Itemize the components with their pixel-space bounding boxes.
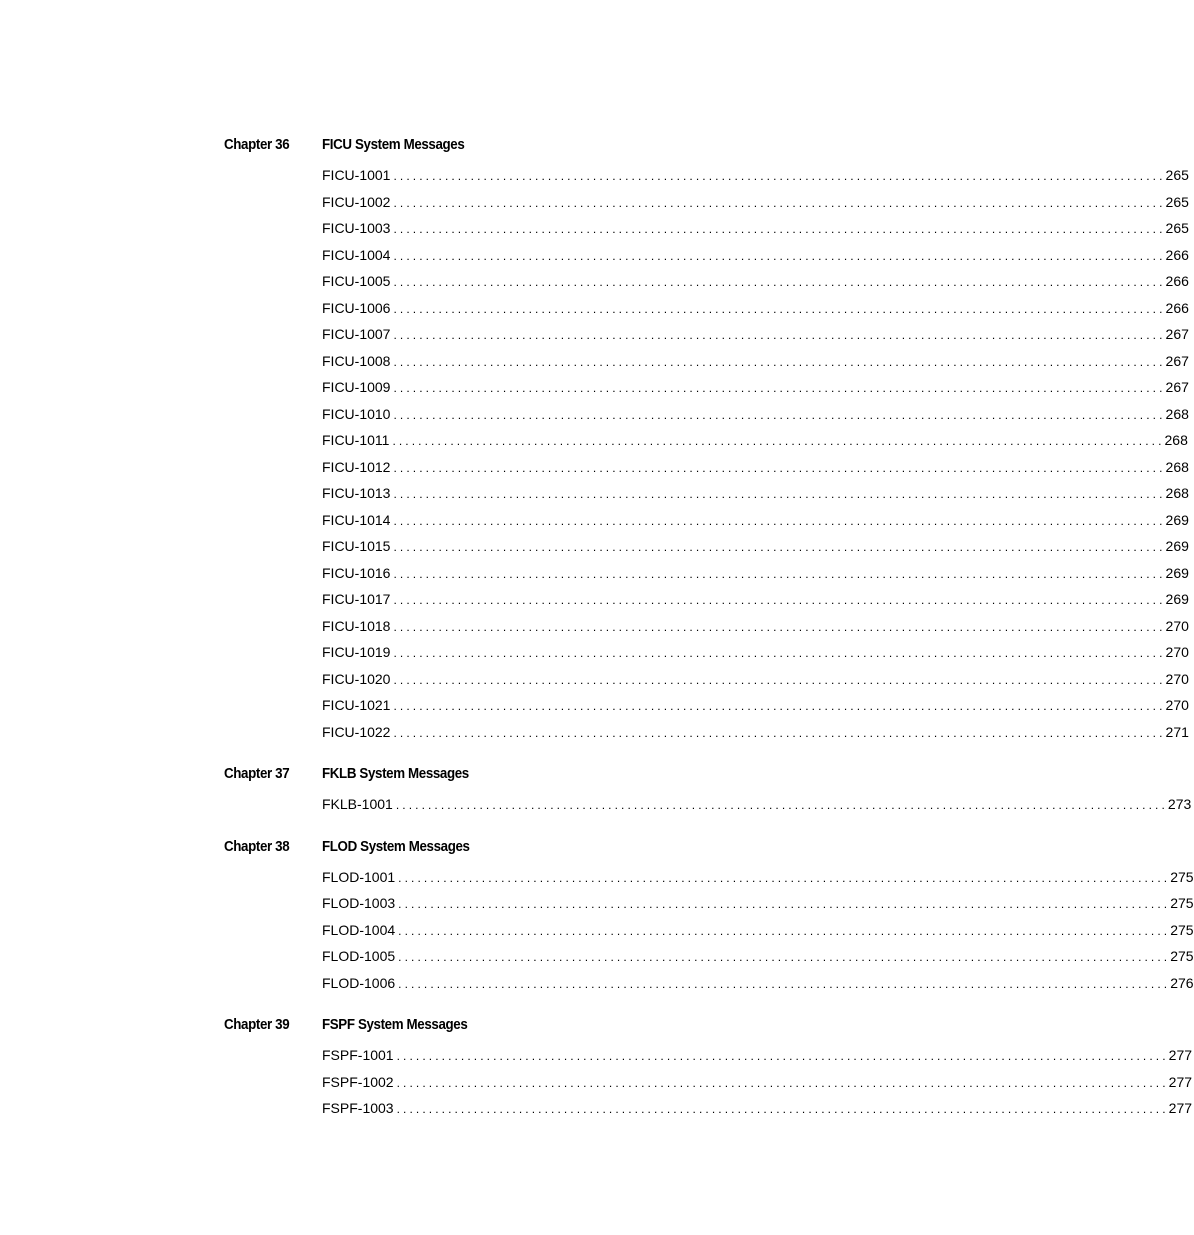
toc-entry-label[interactable]: FLOD-1003 [322, 895, 398, 911]
toc-chapter [0, 835, 1194, 997]
toc-entry-page[interactable]: 270 [1165, 697, 1189, 714]
chapter-heading [0, 1013, 954, 1042]
toc-entry-page[interactable]: 277 [1168, 1047, 1193, 1064]
dot-leader: ........................................................................................................................ [393, 222, 1166, 237]
toc-chapter [0, 133, 1189, 745]
toc-entry[interactable] [322, 454, 1189, 481]
toc-entry-page[interactable]: 270 [1165, 617, 1189, 634]
toc-entry[interactable] [322, 586, 1189, 613]
toc-entry[interactable] [322, 890, 1194, 917]
toc-entry-label[interactable]: FICU-1008 [322, 353, 393, 369]
toc-entry[interactable] [322, 1069, 1193, 1096]
dot-leader: ........................................................................................................................ [398, 976, 1171, 991]
toc-entry-label[interactable]: FLOD-1006 [322, 975, 398, 991]
toc-entry[interactable] [322, 613, 1189, 640]
toc-entry-label[interactable]: FICU-1022 [322, 724, 393, 740]
toc-entry-page[interactable]: 266 [1165, 246, 1189, 263]
dot-leader: ........................................................................................................................ [398, 950, 1171, 965]
toc-entry[interactable] [322, 507, 1189, 534]
toc-entry-page[interactable]: 267 [1165, 326, 1189, 343]
toc-entry-label[interactable]: FICU-1001 [322, 167, 393, 183]
toc-entry-label[interactable]: FICU-1003 [322, 220, 393, 236]
toc-entry[interactable] [322, 560, 1189, 587]
toc-entry-label[interactable]: FICU-1016 [322, 565, 393, 581]
toc-entry-page[interactable]: 275 [1170, 948, 1194, 965]
dot-leader: ........................................................................................................................ [393, 381, 1166, 396]
toc-chapter [0, 1013, 1193, 1122]
dot-leader: ........................................................................................................................ [398, 923, 1171, 938]
toc-entry[interactable] [322, 215, 1189, 242]
toc-entry-label[interactable]: FICU-1020 [322, 671, 393, 687]
toc-entry-label[interactable]: FICU-1006 [322, 300, 393, 316]
toc-entry-label[interactable]: FICU-1019 [322, 644, 393, 660]
toc-entry-label[interactable]: FICU-1009 [322, 379, 393, 395]
chapter-entries [0, 864, 1194, 997]
toc-entry[interactable] [322, 533, 1189, 560]
chapter-title[interactable]: FLOD System Messages [322, 838, 470, 855]
toc-entry[interactable] [322, 162, 1189, 189]
chapter-title[interactable]: FKLB System Messages [322, 766, 469, 782]
toc-entry-label[interactable]: FICU-1018 [322, 618, 393, 634]
toc-entry[interactable] [322, 480, 1189, 507]
toc-entry-page[interactable]: 265 [1165, 220, 1189, 237]
toc-entry-page[interactable]: 275 [1170, 895, 1194, 912]
dot-leader: ........................................................................................................................ [393, 301, 1166, 316]
toc-entry-page[interactable]: 265 [1165, 193, 1189, 210]
dot-leader: ........................................................................................................................ [393, 725, 1166, 740]
toc-entry-label[interactable]: FICU-1013 [322, 485, 393, 501]
toc-entry[interactable] [322, 189, 1189, 216]
toc-entry-label[interactable]: FSPF-1002 [322, 1074, 397, 1090]
toc-entry[interactable] [322, 295, 1189, 322]
chapter-number: Chapter 38 [224, 838, 290, 855]
toc-entry[interactable] [322, 864, 1194, 891]
dot-leader: ........................................................................................................................ [393, 619, 1166, 634]
toc-entry-label[interactable]: FICU-1004 [322, 247, 393, 263]
toc-entry-label[interactable]: FICU-1005 [322, 273, 393, 289]
dot-leader: ........................................................................................................................ [393, 169, 1166, 184]
toc-entry[interactable] [322, 970, 1194, 997]
dot-leader: ........................................................................................................................ [393, 195, 1166, 210]
dot-leader: ........................................................................................................................ [396, 1075, 1169, 1090]
dot-leader: ........................................................................................................................ [393, 593, 1166, 608]
toc-entry[interactable] [322, 666, 1189, 693]
dot-leader: ........................................................................................................................ [398, 897, 1171, 912]
toc-entry-label[interactable]: FICU-1007 [322, 326, 393, 342]
toc-entry[interactable] [322, 943, 1194, 970]
toc-entry-page[interactable]: 273 [1167, 796, 1192, 813]
toc-entry-page[interactable]: 265 [1165, 167, 1189, 184]
toc-entry-label[interactable]: FLOD-1005 [322, 948, 398, 964]
toc-entry-label[interactable]: FICU-1014 [322, 512, 393, 528]
toc-entry-label[interactable]: FICU-1015 [322, 538, 393, 554]
toc-entry[interactable] [322, 242, 1189, 269]
dot-leader: ........................................................................................................................ [393, 354, 1166, 369]
toc-entry-page[interactable]: 275 [1170, 921, 1194, 938]
toc-entry[interactable] [322, 268, 1189, 295]
toc-entry-page[interactable]: 271 [1165, 723, 1189, 740]
toc-entry[interactable] [322, 374, 1189, 401]
toc-entry[interactable] [322, 719, 1189, 746]
table-of-contents [0, 133, 1194, 1139]
dot-leader: ........................................................................................................................ [393, 646, 1166, 661]
toc-entry-page[interactable]: 267 [1165, 352, 1189, 369]
toc-entry-label[interactable]: FICU-1002 [322, 194, 393, 210]
toc-entry-label[interactable]: FLOD-1004 [322, 922, 398, 938]
chapter-entries [0, 1042, 1193, 1122]
toc-entry[interactable] [322, 692, 1189, 719]
toc-entry-label[interactable]: FLOD-1001 [322, 869, 398, 885]
toc-entry-label[interactable]: FICU-1010 [322, 406, 393, 422]
toc-entry-page[interactable]: 275 [1170, 868, 1194, 885]
dot-leader: ........................................................................................................................ [393, 487, 1166, 502]
chapter-title[interactable]: FSPF System Messages [322, 1017, 468, 1033]
dot-leader: ........................................................................................................................ [393, 699, 1166, 714]
toc-entry-page[interactable]: 268 [1165, 458, 1189, 475]
toc-entry-page[interactable]: 266 [1165, 273, 1189, 290]
toc-entry-page[interactable]: 276 [1170, 974, 1194, 991]
toc-entry-page[interactable]: 277 [1168, 1100, 1193, 1117]
toc-entry-page[interactable]: 268 [1165, 405, 1189, 422]
chapter-heading [0, 762, 954, 791]
chapter-entries [0, 162, 1189, 745]
toc-entry-label[interactable]: FICU-1012 [322, 459, 393, 475]
toc-entry[interactable] [322, 917, 1194, 944]
toc-entry-label[interactable]: FICU-1021 [322, 697, 393, 713]
chapter-heading [0, 835, 954, 864]
toc-entry[interactable] [322, 348, 1189, 375]
dot-leader: ........................................................................................................................ [393, 407, 1166, 422]
toc-entry-page[interactable]: 269 [1165, 564, 1189, 581]
dot-leader: ........................................................................................................................ [393, 566, 1166, 581]
chapter-number: Chapter 37 [224, 766, 290, 782]
toc-entry-page[interactable]: 266 [1165, 299, 1189, 316]
dot-leader: ........................................................................................................................ [393, 275, 1166, 290]
toc-entry-label[interactable]: FSPF-1003 [322, 1100, 397, 1116]
dot-leader: ........................................................................................................................ [393, 513, 1166, 528]
toc-entry-page[interactable]: 268 [1165, 485, 1189, 502]
toc-entry-page[interactable]: 267 [1165, 379, 1189, 396]
toc-entry-page[interactable]: 269 [1165, 591, 1189, 608]
toc-entry-label[interactable]: FKLB-1001 [322, 796, 396, 812]
toc-entry[interactable] [322, 427, 1188, 454]
dot-leader: ........................................................................................................................ [393, 540, 1166, 555]
dot-leader: ........................................................................................................................ [396, 1049, 1169, 1064]
dot-leader: ........................................................................................................................ [393, 328, 1166, 343]
dot-leader: ........................................................................................................................ [392, 434, 1165, 449]
toc-entry-page[interactable]: 269 [1165, 538, 1189, 555]
toc-entry-page[interactable]: 277 [1168, 1073, 1193, 1090]
chapter-number: Chapter 39 [224, 1017, 290, 1033]
toc-chapter [0, 762, 1192, 818]
toc-entry[interactable] [322, 401, 1189, 428]
toc-entry-page[interactable]: 268 [1164, 432, 1188, 449]
toc-entry[interactable] [322, 1095, 1193, 1122]
toc-entry-label[interactable]: FICU-1017 [322, 591, 393, 607]
toc-entry[interactable] [322, 1042, 1193, 1069]
toc-entry-label[interactable]: FICU-1011 [322, 432, 392, 448]
toc-entry-label[interactable]: FSPF-1001 [322, 1047, 397, 1063]
chapter-heading [0, 133, 954, 162]
dot-leader: ........................................................................................................................ [396, 1102, 1169, 1117]
toc-entry-page[interactable]: 270 [1165, 644, 1189, 661]
dot-leader: ........................................................................................................................ [393, 248, 1166, 263]
dot-leader: ........................................................................................................................ [395, 798, 1168, 813]
chapter-number: Chapter 36 [224, 137, 290, 153]
dot-leader: ........................................................................................................................ [398, 870, 1171, 885]
chapter-title[interactable]: FICU System Messages [322, 137, 465, 153]
toc-entry[interactable] [322, 639, 1189, 666]
toc-entry-page[interactable]: 270 [1165, 670, 1189, 687]
toc-entry-page[interactable]: 269 [1165, 511, 1189, 528]
dot-leader: ........................................................................................................................ [393, 460, 1166, 475]
toc-entry[interactable] [322, 321, 1189, 348]
toc-entry[interactable] [322, 791, 1192, 818]
dot-leader: ........................................................................................................................ [393, 672, 1166, 687]
chapter-entries [0, 791, 1192, 818]
